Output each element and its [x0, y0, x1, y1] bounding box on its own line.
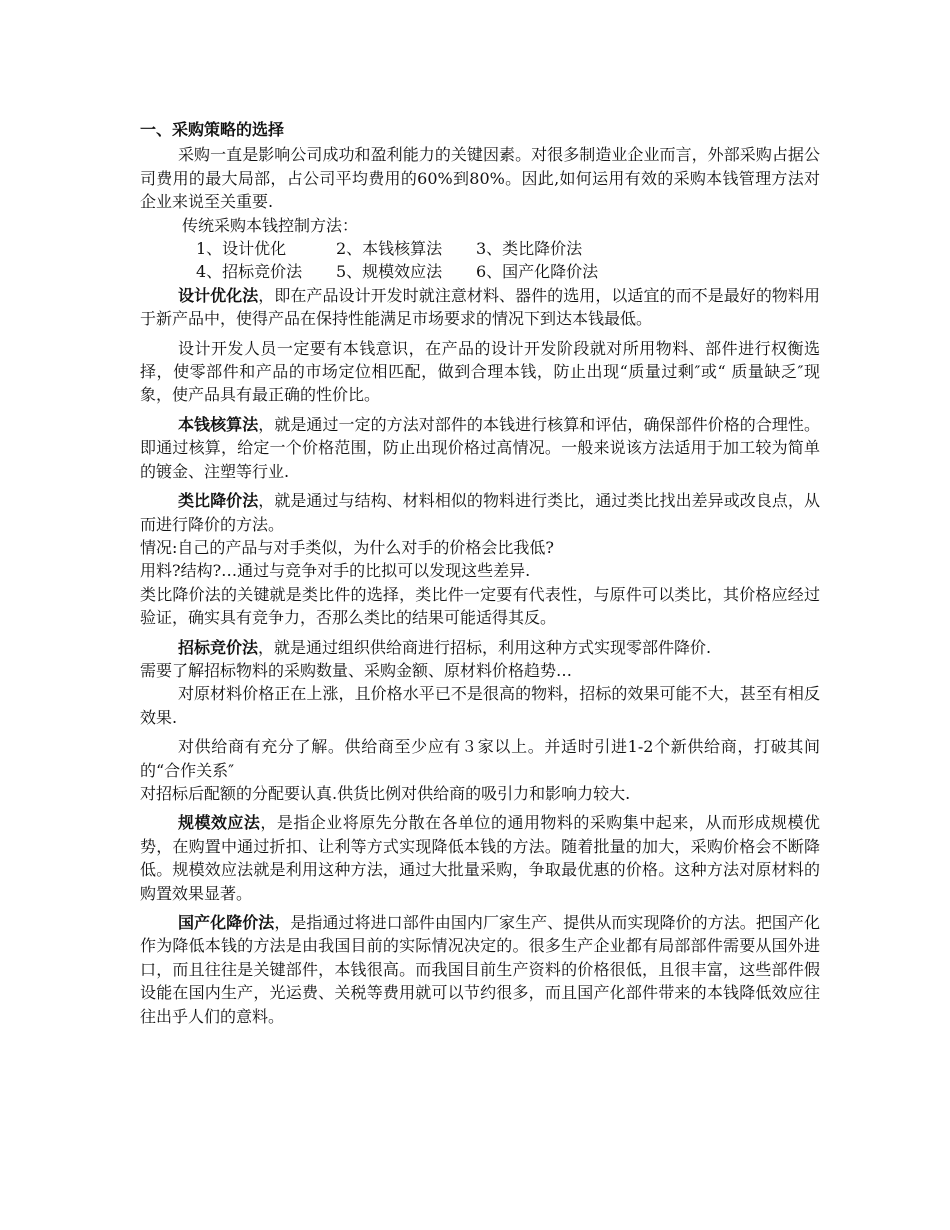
costing-paragraph: [140, 413, 820, 483]
bidding-paragraph: [140, 636, 820, 659]
analogy-text: ，就是通过与结构、材料相似的物料进行类比，通过类比找出差异或改良点，从而进行降价的方法。: [140, 491, 820, 534]
analogy-line-3: 类比降价法的关键就是类比件的选择，类比件一定要有代表性，与原件可以类比，其价格应经过验证，确实具有竞争力，否那么类比的结果可能适得其反。: [140, 584, 820, 628]
scale-text: ，是指企业将原先分散在各单位的通用物料的采购集中起来，从而形成规模优势，在购置中通过折扣、让利等方式实现降低本钱的方法。随着批量的加大，采购价格会不断降低。规模效应法就是利用这种方法，通过大批量采购，争取最优惠的价格。这种方法对原材料的购置效果显著。: [140, 813, 820, 903]
methods-intro: 传统采购本钱控制方法：: [182, 215, 359, 235]
costing-text: ，就是通过一定的方法对部件的本钱进行核算和评估，确保部件价格的合理性。即通过核算，给定一个价格范围，防止出现价格过高情况。一般来说该方法适用于加工较为简单的镀金、注塑等行业.: [140, 414, 820, 481]
bidding-line-2: 对招标后配额的分配要认真.供货比例对供给商的吸引力和影响力较大.: [140, 783, 631, 803]
method-item: 3、类比降价法: [476, 239, 583, 259]
analogy-line-1: 情况:自己的产品与对手类似，为什么对手的价格会比我低?: [140, 537, 554, 557]
bidding-paragraph-3: 对供给商有充分了解。供给商至少应有３家以上。并适时引进1-2个新供给商，打破其间的“合作关系″: [140, 737, 820, 780]
analogy-paragraph: [140, 489, 820, 536]
bidding-text: ，就是通过组织供给商进行招标，利用这种方式实现零部件降价.: [258, 637, 712, 657]
method-item: 2、本钱核算法: [336, 239, 443, 259]
localization-term: 国产化降价法: [178, 913, 275, 932]
method-item: 5、规模效应法: [336, 262, 443, 282]
intro-paragraph: 采购一直是影响公司成功和盈利能力的关键因素。对很多制造业企业而言，外部采购占据公司费用的最大局部，占公司平均费用的60%到80%。因此,如何运用有效的采购本钱管理方法对企业来说至关重要.: [140, 145, 820, 212]
localization-paragraph: [140, 911, 820, 1028]
method-item: 4、招标竞价法: [196, 262, 303, 282]
design-text: ，即在产品设计开发时就注意材料、器件的选用，以适宜的而不是最好的物料用于新产品中，使得产品在保持性能满足市场要求的情况下到达本钱最低。: [140, 285, 820, 329]
localization-text: ，是指通过将进口部件由国内厂家生产、提供从而实现降价的方法。把国产化作为降低本钱的方法是由我国目前的实际情况决定的。很多生产企业都有局部部件需要从国外进口，而且往往是关键部件，本钱很高。而我国目前生产资料的价格很低，且很丰富，这些部件假设能在国内生产，光运费、关税等费用就可以节约很多，而且国产化部件带来的本钱降低效应往往出乎人们的意料。: [140, 913, 820, 1026]
document-body: [140, 118, 820, 1028]
design-paragraph: [140, 284, 820, 331]
methods-list-line-1: [140, 237, 820, 260]
costing-term: 本钱核算法: [178, 414, 259, 434]
bidding-line-1: 需要了解招标物料的采购数量、采购金额、原材料价格趋势…: [140, 660, 573, 680]
section-heading: 一、采购策略的选择: [140, 120, 285, 139]
analogy-term: 类比降价法: [178, 491, 259, 511]
bidding-paragraph-2: 对原材料价格正在上涨，且价格水平已不是很高的物料，招标的效果可能不大，甚至有相反效果.: [140, 684, 820, 727]
analogy-line-2: 用料?结构?…通过与竞争对手的比拟可以发现这些差异.: [140, 561, 531, 581]
scale-paragraph: [140, 811, 820, 905]
method-item: 1、设计优化: [196, 239, 287, 259]
design-paragraph-2: 设计开发人员一定要有本钱意识，在产品的设计开发阶段就对所用物料、部件进行权衡选择，使零部件和产品的市场定位相匹配，做到合理本钱，防止出现“质量过剩″或“ 质量缺乏″现象，使产品具有最正确的性价比。: [140, 338, 820, 405]
design-term: 设计优化法: [178, 285, 259, 305]
method-item: 6、国产化降价法: [476, 262, 599, 282]
bidding-term: 招标竞价法: [178, 637, 259, 657]
scale-term: 规模效应法: [178, 813, 261, 833]
methods-list-line-2: [140, 260, 820, 283]
